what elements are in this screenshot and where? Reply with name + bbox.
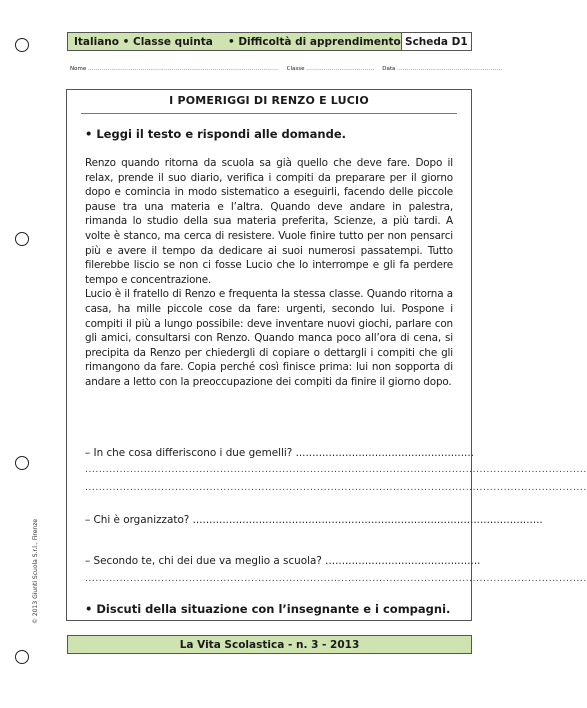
topic-label: • Difficoltà di apprendimento <box>227 35 401 48</box>
paragraph-lucio: Lucio è il fratello di Renzo e frequenta la stessa classe. Quando ritorna a casa, ha mille piccole cose da fare: urgenti, secondo lui. Pospone i compiti il più a lungo possibile: deve inventare nuovi giochi, parlare con gli amici, consultarsi con Renzo. Quando manca poco all’ora di cena, si precipita da Renzo per chiedergli di copiare o dettargli i compiti che gli rimangono da fare. Copia perché così finisce prima: lui non sopporta di andare a letto con la preoccupazione dei compiti da finire il giorno dopo. <box>85 288 453 388</box>
instruction-discuss <box>85 602 450 616</box>
question-1: – In che cosa differiscono i due gemelli? ...................................................... <box>85 447 474 459</box>
binder-hole <box>15 456 29 470</box>
bullet-icon: • <box>85 602 93 616</box>
binder-hole <box>15 650 29 664</box>
binder-hole <box>15 38 29 52</box>
scheda-label: Scheda D1 <box>401 33 471 50</box>
reading-text <box>85 156 453 390</box>
question-2: – Chi è organizzato? .......................................................................................................... <box>85 514 543 526</box>
class-label: Classe <box>286 66 305 72</box>
footer-label: La Vita Scolastica - n. 3 - 2013 <box>179 638 360 651</box>
worksheet-header <box>67 32 472 51</box>
exercise-box <box>66 89 587 621</box>
answer-line[interactable]: ................................................................................................................................................. <box>85 574 587 584</box>
name-field[interactable]: .................................................................................................. <box>87 66 279 72</box>
date-label: Data <box>382 66 396 72</box>
question-3: – Secondo te, chi dei due va meglio a scuola? ............................................... <box>85 555 481 567</box>
student-info-row <box>70 66 503 72</box>
answer-line[interactable]: ................................................................................................................................................. <box>85 483 587 493</box>
title-divider <box>81 113 457 114</box>
bullet-icon: • <box>85 127 93 141</box>
paragraph-renzo: Renzo quando ritorna da scuola sa già quello che deve fare. Dopo il relax, prende il suo diario, verifica i compiti da preparare per il giorno dopo e comincia in modo sistematico a eseguirli, facendo delle piccole pause tra una materia e l’altra. Quando deve andare in palestra, rimanda lo studio della sua materia preferita, Scienze, a più tardi. A volte è stanco, ma cerca di resistere. Vuole finire tutto per non pensarci più e avere il tempo da dedicare ai suoi numerosi passatempi. Tutto filerebbe liscio se non ci fosse Lucio che lo interrompe e gli fa perdere tempo e concentrazione. <box>85 157 453 286</box>
binder-hole <box>15 232 29 246</box>
instruction-discuss-text: Discuti della situazione con l’insegnante e i compagni. <box>96 602 451 616</box>
instruction-read <box>85 127 346 141</box>
subject-label: Italiano • Classe quinta <box>74 35 213 48</box>
copyright-note: © 2013 Giunti Scuola S.r.l., Firenze <box>32 518 39 624</box>
worksheet-footer <box>67 635 472 654</box>
answer-line[interactable]: ................................................................................................................................................. <box>85 465 587 475</box>
name-label: Nome <box>70 66 87 72</box>
instruction-read-text: Leggi il testo e rispondi alle domande. <box>96 127 346 141</box>
class-field[interactable]: ................................... <box>306 66 375 72</box>
exercise-title: I POMERIGGI DI RENZO E LUCIO <box>169 94 369 107</box>
date-field[interactable]: ...................................................... <box>397 66 503 72</box>
